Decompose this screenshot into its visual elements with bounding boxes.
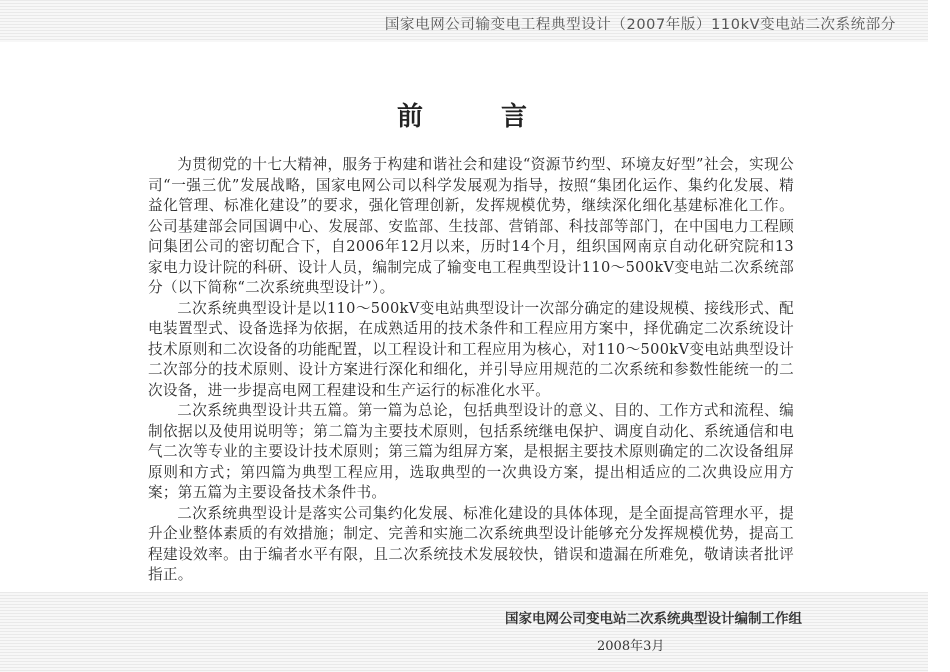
date: 2008年3月 bbox=[597, 638, 665, 654]
page-title: 前 言 bbox=[396, 102, 553, 132]
running-title: 国家电网公司输变电工程典型设计（2007年版）110kV变电站二次系统部分 bbox=[384, 17, 896, 33]
signature: 国家电网公司变电站二次系统典型设计编制工作组 bbox=[505, 610, 802, 627]
paragraph: 二次系统典型设计是落实公司集约化发展、标准化建设的具体体现，是全面提高管理水平，提升企业整体素质的有效措施；制定、完善和实施二次系统典型设计能够充分发挥规模优势，提高工程建设效率。由于编者水平有限，且二次系统技术发展较快，错误和遗漏在所难免，敬请读者批评指正。 bbox=[148, 504, 794, 583]
paragraph: 二次系统典型设计是以110～500kV变电站典型设计一次部分确定的建设规模、接线形式、配电装置型式、设备选择为依据，在成熟适用的技术条件和工程应用方案中，择优确定二次系统设计技术原则和二次设备的功能配置，以工程设计和工程应用为核心，对110～500kV变电站典型设计二次部分的技术原则、设计方案进行深化和细化，并引导应用规范的二次系统和参数性能统一的二次设备，进一步提高电网工程建设和生产运行的标准化水平。 bbox=[148, 299, 794, 399]
paragraph: 为贯彻党的十七大精神，服务于构建和谐社会和建设“资源节约型、环境友好型”社会，实现公司“一强三优”发展战略，国家电网公司以科学发展观为指导，按照“集团化运作、集约化发展、精益化管理、标准化建设”的要求，强化管理创新，发挥规模优势，继续深化细化基建标准化工作。公司基建部会同国调中心、发展部、安监部、生技部、营销部、科技部等部门，在中国电力工程顾问集团公司的密切配合下，自2006年12月以来，历时14个月，组织国网南京自动化研究院和13家电力设计院的科研、设计人员，编制完成了输变电工程典型设计110～500kV变电站二次系统部分（以下简称“二次系统典型设计”）。 bbox=[148, 156, 794, 296]
preface-body bbox=[148, 155, 794, 586]
signature-block bbox=[505, 610, 950, 656]
paragraph: 二次系统典型设计共五篇。第一篇为总论，包括典型设计的意义、目的、工作方式和流程、编制依据以及使用说明等；第二篇为主要技术原则，包括系统继电保护、调度自动化、系统通信和电气二次等专业的主要设计技术原则；第三篇为组屏方案，是根据主要技术原则确定的二次设备组屏原则和方式；第四篇为典型工程应用，选取典型的一次典设方案，提出相适应的二次典设应用方案；第五篇为主要设备技术条件书。 bbox=[148, 402, 794, 501]
